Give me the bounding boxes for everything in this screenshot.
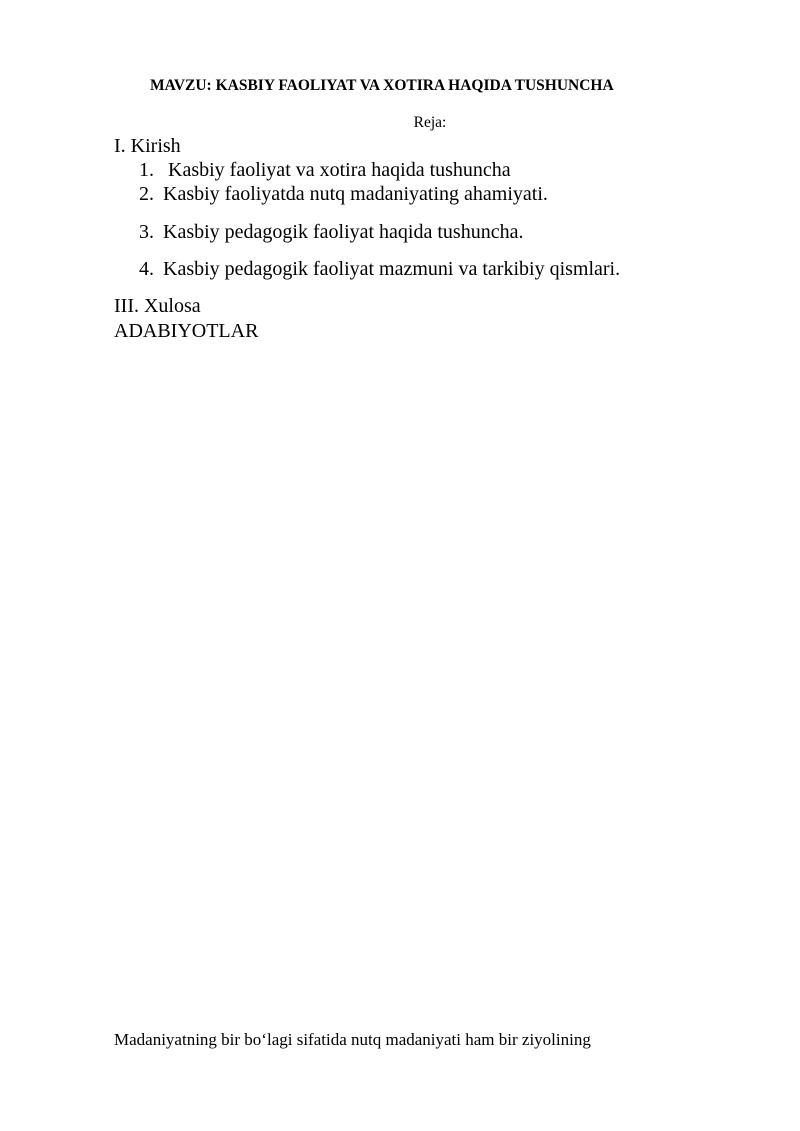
- list-item-number: 2.: [139, 183, 154, 205]
- section-intro: I. Kirish: [114, 135, 181, 157]
- list-item: [139, 258, 620, 281]
- list-item-text: Kasbiy pedagogik faoliyat mazmuni va tarkibiy qismlari.: [163, 258, 621, 280]
- list-item: [139, 221, 523, 244]
- document-title: MAVZU: KASBIY FAOLIYAT VA XOTIRA HAQIDA TUSHUNCHA: [150, 77, 614, 94]
- list-item-text: Kasbiy pedagogik faoliyat haqida tushuncha.: [163, 221, 524, 243]
- body-paragraph-start: Madaniyatning bir bo‘lagi sifatida nutq madaniyati ham bir ziyolining: [114, 1030, 591, 1049]
- plan-heading: Reja:: [413, 114, 447, 131]
- list-item: [139, 159, 511, 182]
- list-item: [139, 183, 548, 206]
- list-item-number: 4.: [139, 258, 154, 280]
- section-references: ADABIYOTLAR: [114, 320, 259, 342]
- list-item-number: 1.: [139, 159, 154, 181]
- section-conclusion: III. Xulosa: [114, 295, 201, 317]
- list-item-text: Kasbiy faoliyatda nutq madaniyating ahamiyati.: [163, 183, 548, 205]
- list-item-text: Kasbiy faoliyat va xotira haqida tushuncha: [163, 159, 511, 181]
- list-item-number: 3.: [139, 221, 154, 243]
